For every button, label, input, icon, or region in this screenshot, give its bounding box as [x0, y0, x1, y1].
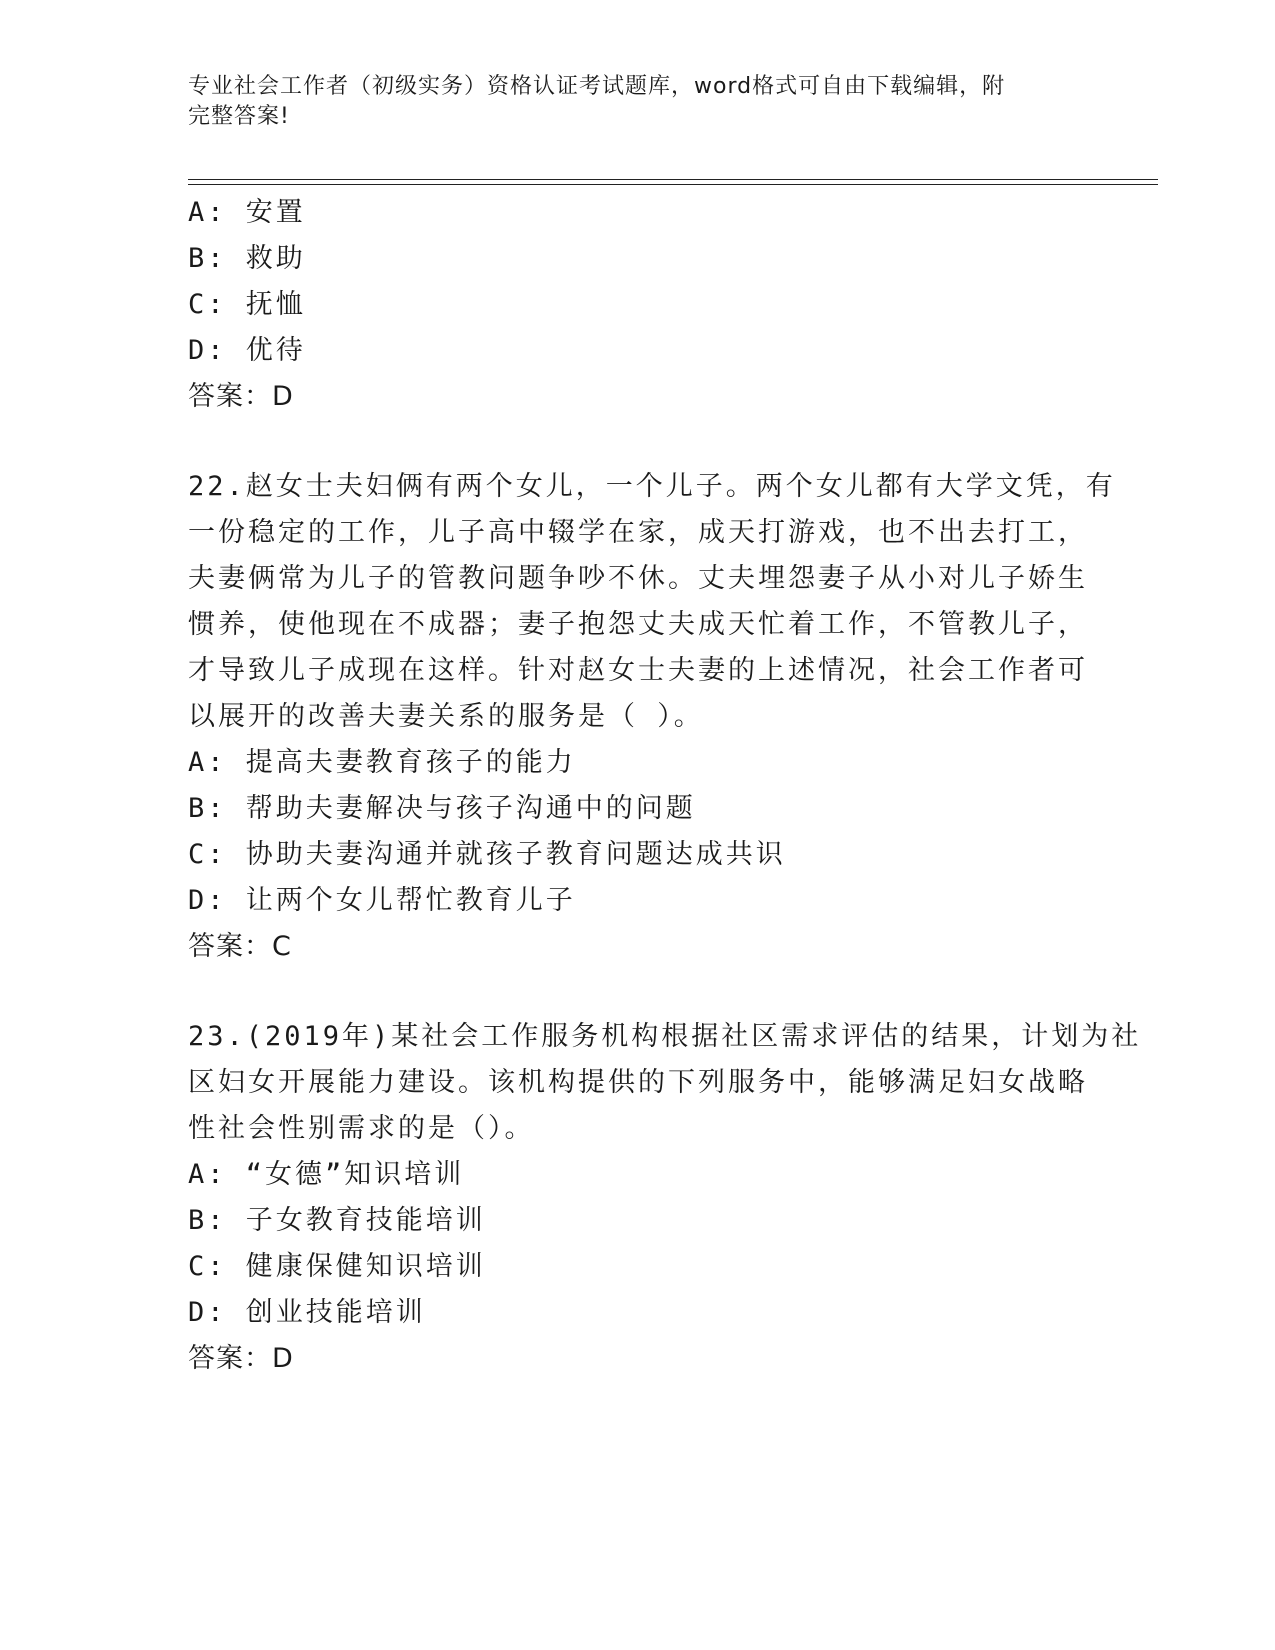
- option-a: A: 安置: [188, 197, 306, 228]
- question-23: [188, 1014, 1142, 1382]
- option-d: D: 让两个女儿帮忙教育儿子: [188, 885, 576, 916]
- question-text-line: 22.赵女士夫妇俩有两个女儿，一个儿子。两个女儿都有大学文凭，有: [188, 471, 1116, 502]
- header-line-1: 专业社会工作者（初级实务）资格认证考试题库，word格式可自由下载编辑，附: [188, 74, 1006, 99]
- option-c: C: 抚恤: [188, 289, 306, 320]
- answer-line: 答案：C: [188, 931, 292, 962]
- document-body: [188, 190, 1142, 1382]
- option-b: B: 帮助夫妻解决与孩子沟通中的问题: [188, 793, 696, 824]
- question-text-line: 一份稳定的工作，儿子高中辍学在家，成天打游戏，也不出去打工，: [188, 517, 1088, 548]
- header-line-2: 完整答案!: [188, 104, 290, 129]
- question-text-line: 区妇女开展能力建设。该机构提供的下列服务中，能够满足妇女战略: [188, 1067, 1088, 1098]
- option-c: C: 健康保健知识培训: [188, 1251, 486, 1282]
- question-text-line: 以展开的改善夫妻关系的服务是（ ）。: [188, 701, 704, 732]
- header-rule-top: [188, 179, 1158, 180]
- page-header: [188, 72, 1088, 132]
- option-a: A: 提高夫妻教育孩子的能力: [188, 747, 576, 778]
- question-text-line: 23.(2019年)某社会工作服务机构根据社区需求评估的结果，计划为社: [188, 1021, 1142, 1052]
- answer-line: 答案：D: [188, 1343, 294, 1374]
- option-d: D: 优待: [188, 335, 306, 366]
- answer-line: 答案：D: [188, 381, 294, 412]
- spacer: [188, 420, 1088, 464]
- spacer: [188, 970, 1088, 1014]
- question-text-line: 才导致儿子成现在这样。针对赵女士夫妻的上述情况，社会工作者可: [188, 655, 1088, 686]
- option-a: A: “女德”知识培训: [188, 1159, 465, 1190]
- question-text-line: 性社会性别需求的是（）。: [188, 1113, 535, 1144]
- option-c: C: 协助夫妻沟通并就孩子教育问题达成共识: [188, 839, 786, 870]
- question-22: [188, 464, 1116, 970]
- option-b: B: 子女教育技能培训: [188, 1205, 486, 1236]
- header-rule-bottom: [188, 184, 1158, 185]
- question-text-line: 惯养，使他现在不成器；妻子抱怨丈夫成天忙着工作，不管教儿子，: [188, 609, 1088, 640]
- option-b: B: 救助: [188, 243, 306, 274]
- prev-question: [188, 190, 1088, 420]
- question-text-line: 夫妻俩常为儿子的管教问题争吵不休。丈夫埋怨妻子从小对儿子娇生: [188, 563, 1088, 594]
- option-d: D: 创业技能培训: [188, 1297, 426, 1328]
